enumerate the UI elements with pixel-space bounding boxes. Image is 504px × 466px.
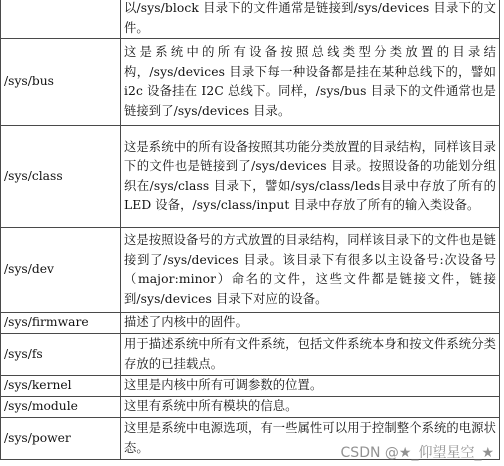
table-row xyxy=(1,397,500,418)
table-row xyxy=(1,334,500,376)
path-cell: /sys/kernel xyxy=(1,376,121,397)
path-cell: /sys/fs xyxy=(1,334,121,376)
description-cell: 这是按照设备号的方式放置的目录结构，同样该目录下的文件也是链接到了/sys/devices 目录。该目录下有很多以主设备号:次设备号（major:minor）命名的文件，这些文件都是链接文件，链接到/sys/devices 目录下对应的设备。 xyxy=(121,228,500,313)
description-cell: 用于描述系统中所有文件系统，包括文件系统本身和按文件系统分类存放的已挂载点。 xyxy=(121,334,500,376)
path-cell: /sys/firmware xyxy=(1,313,121,334)
description-cell: 以/sys/block 目录下的文件通常是链接到/sys/devices 目录下的文件。 xyxy=(121,0,500,39)
description-cell: 这里是内核中所有可调参数的位置。 xyxy=(121,376,500,397)
table-row xyxy=(1,39,500,126)
description-cell: 这是系统中的所有设备按照其功能分类放置的目录结构，同样该目录下的文件也是链接到了/sys/devices 目录。按照设备的功能划分组织在/sys/class 目录下，譬如/sys/class/leds目录中存放了所有的 LED 设备，/sys/class/input 目录中存放了所有的输入类设备。 xyxy=(121,126,500,228)
table-row xyxy=(1,126,500,228)
path-cell: /sys/module xyxy=(1,397,121,418)
path-cell: /sys/power xyxy=(1,418,121,460)
table-row xyxy=(1,376,500,397)
description-cell: 这里有系统中所有模块的信息。 xyxy=(121,397,500,418)
table-row xyxy=(1,0,500,39)
description-cell: 描述了内核中的固件。 xyxy=(121,313,500,334)
table-row xyxy=(1,228,500,313)
path-cell xyxy=(1,0,121,39)
path-cell: /sys/class xyxy=(1,126,121,228)
csdn-watermark: CSDN @★_仰望星空_★ xyxy=(340,445,494,461)
path-cell: /sys/dev xyxy=(1,228,121,313)
description-cell: 这里是系统中电源选项，有一些属性可以用于控制整个系统的电源状态。 xyxy=(121,418,500,460)
path-cell: /sys/bus xyxy=(1,39,121,126)
table-body xyxy=(1,0,500,460)
description-cell: 这是系统中的所有设备按照总线类型分类放置的目录结构，/sys/devices 目录下每一种设备都是挂在某种总线下的，譬如 i2c 设备挂在 I2C 总线下。同样，/sys/bus 目录下的文件通常也是链接到了/sys/devices 目录。 xyxy=(121,39,500,126)
table-row xyxy=(1,313,500,334)
